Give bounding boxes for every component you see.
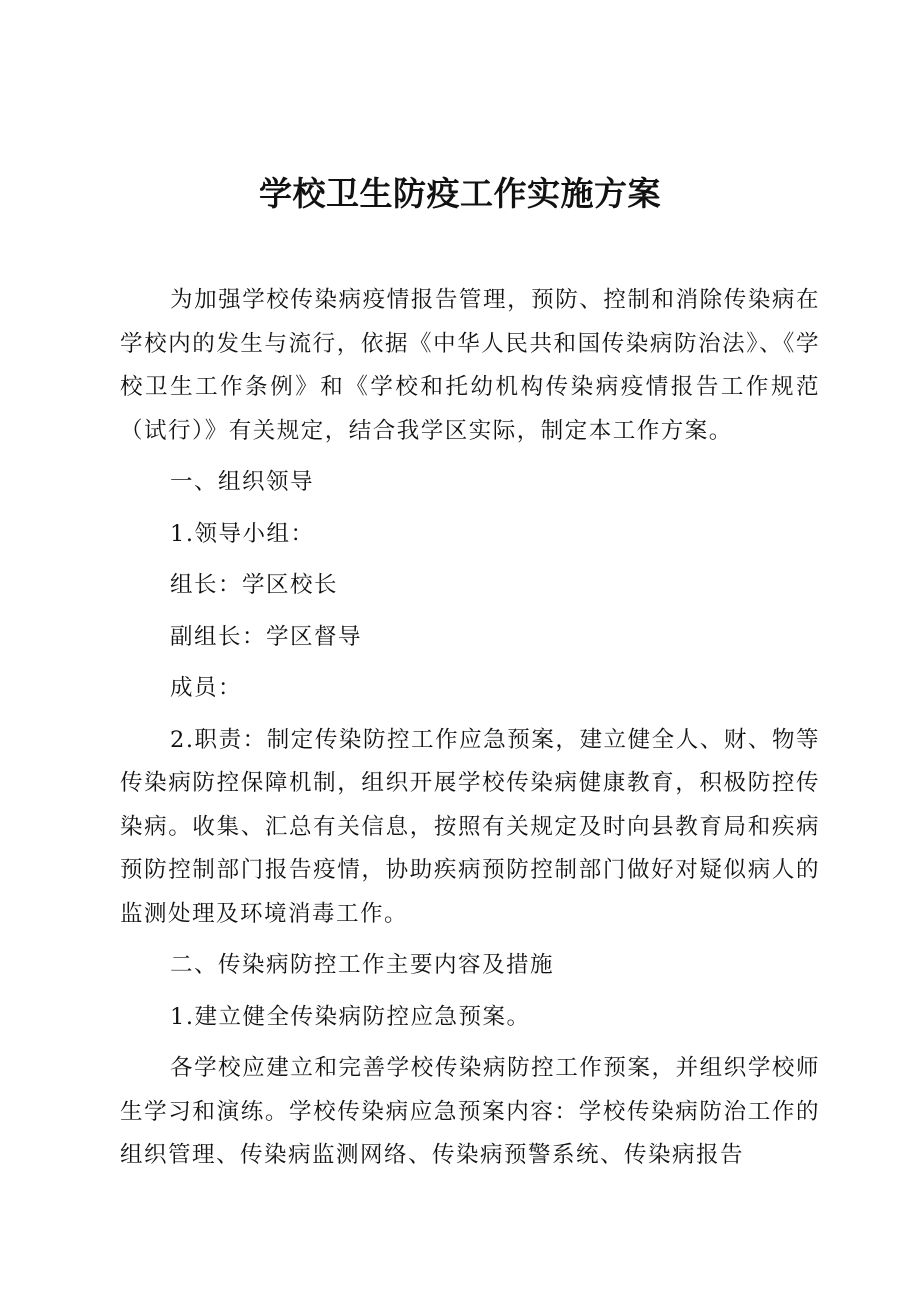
heading-organization: 一、组织领导	[170, 469, 315, 495]
subheading-leadership-group: 1.领导小组：	[170, 520, 315, 547]
paragraph-intro: 为加强学校传染病疫情报告管理，预防、控制和消除传染病在学校内的发生与流行，依据《中华人民共和国传染病防治法》、《学校卫生工作条例》和《学校和托幼机构传染病疫情报告工作规范（试行）》有关规定，结合我学区实际，制定本工作方案。	[120, 287, 820, 444]
document-body	[120, 279, 820, 1186]
paragraph-emergency-plan: 各学校应建立和完善学校传染病防控工作预案，并组织学校师生学习和演练。学校传染病应急预案内容：学校传染病防治工作的组织管理、传染病监测网络、传染病预警系统、传染病报告	[120, 1055, 820, 1168]
paragraph-deputy-leader: 副组长：学区督导	[170, 623, 363, 650]
heading-measures: 二、传染病防控工作主要内容及措施	[170, 952, 555, 978]
paragraph-group-leader: 组长：学区校长	[170, 572, 339, 598]
document-title: 学校卫生防疫工作实施方案	[259, 174, 661, 213]
paragraph-members: 成员：	[170, 675, 243, 701]
paragraph-duties: 2.职责：制定传染防控工作应急预案，建立健全人、财、物等传染病防控保障机制，组织开展学校传染病健康教育，积极防控传染病。收集、汇总有关信息，按照有关规定及时向县教育局和疾病预防控制部门报告疫情，协助疾病预防控制部门做好对疑似病人的监测处理及环境消毒工作。	[120, 726, 820, 927]
subheading-emergency-plan: 1.建立健全传染病防控应急预案。	[170, 1003, 531, 1030]
